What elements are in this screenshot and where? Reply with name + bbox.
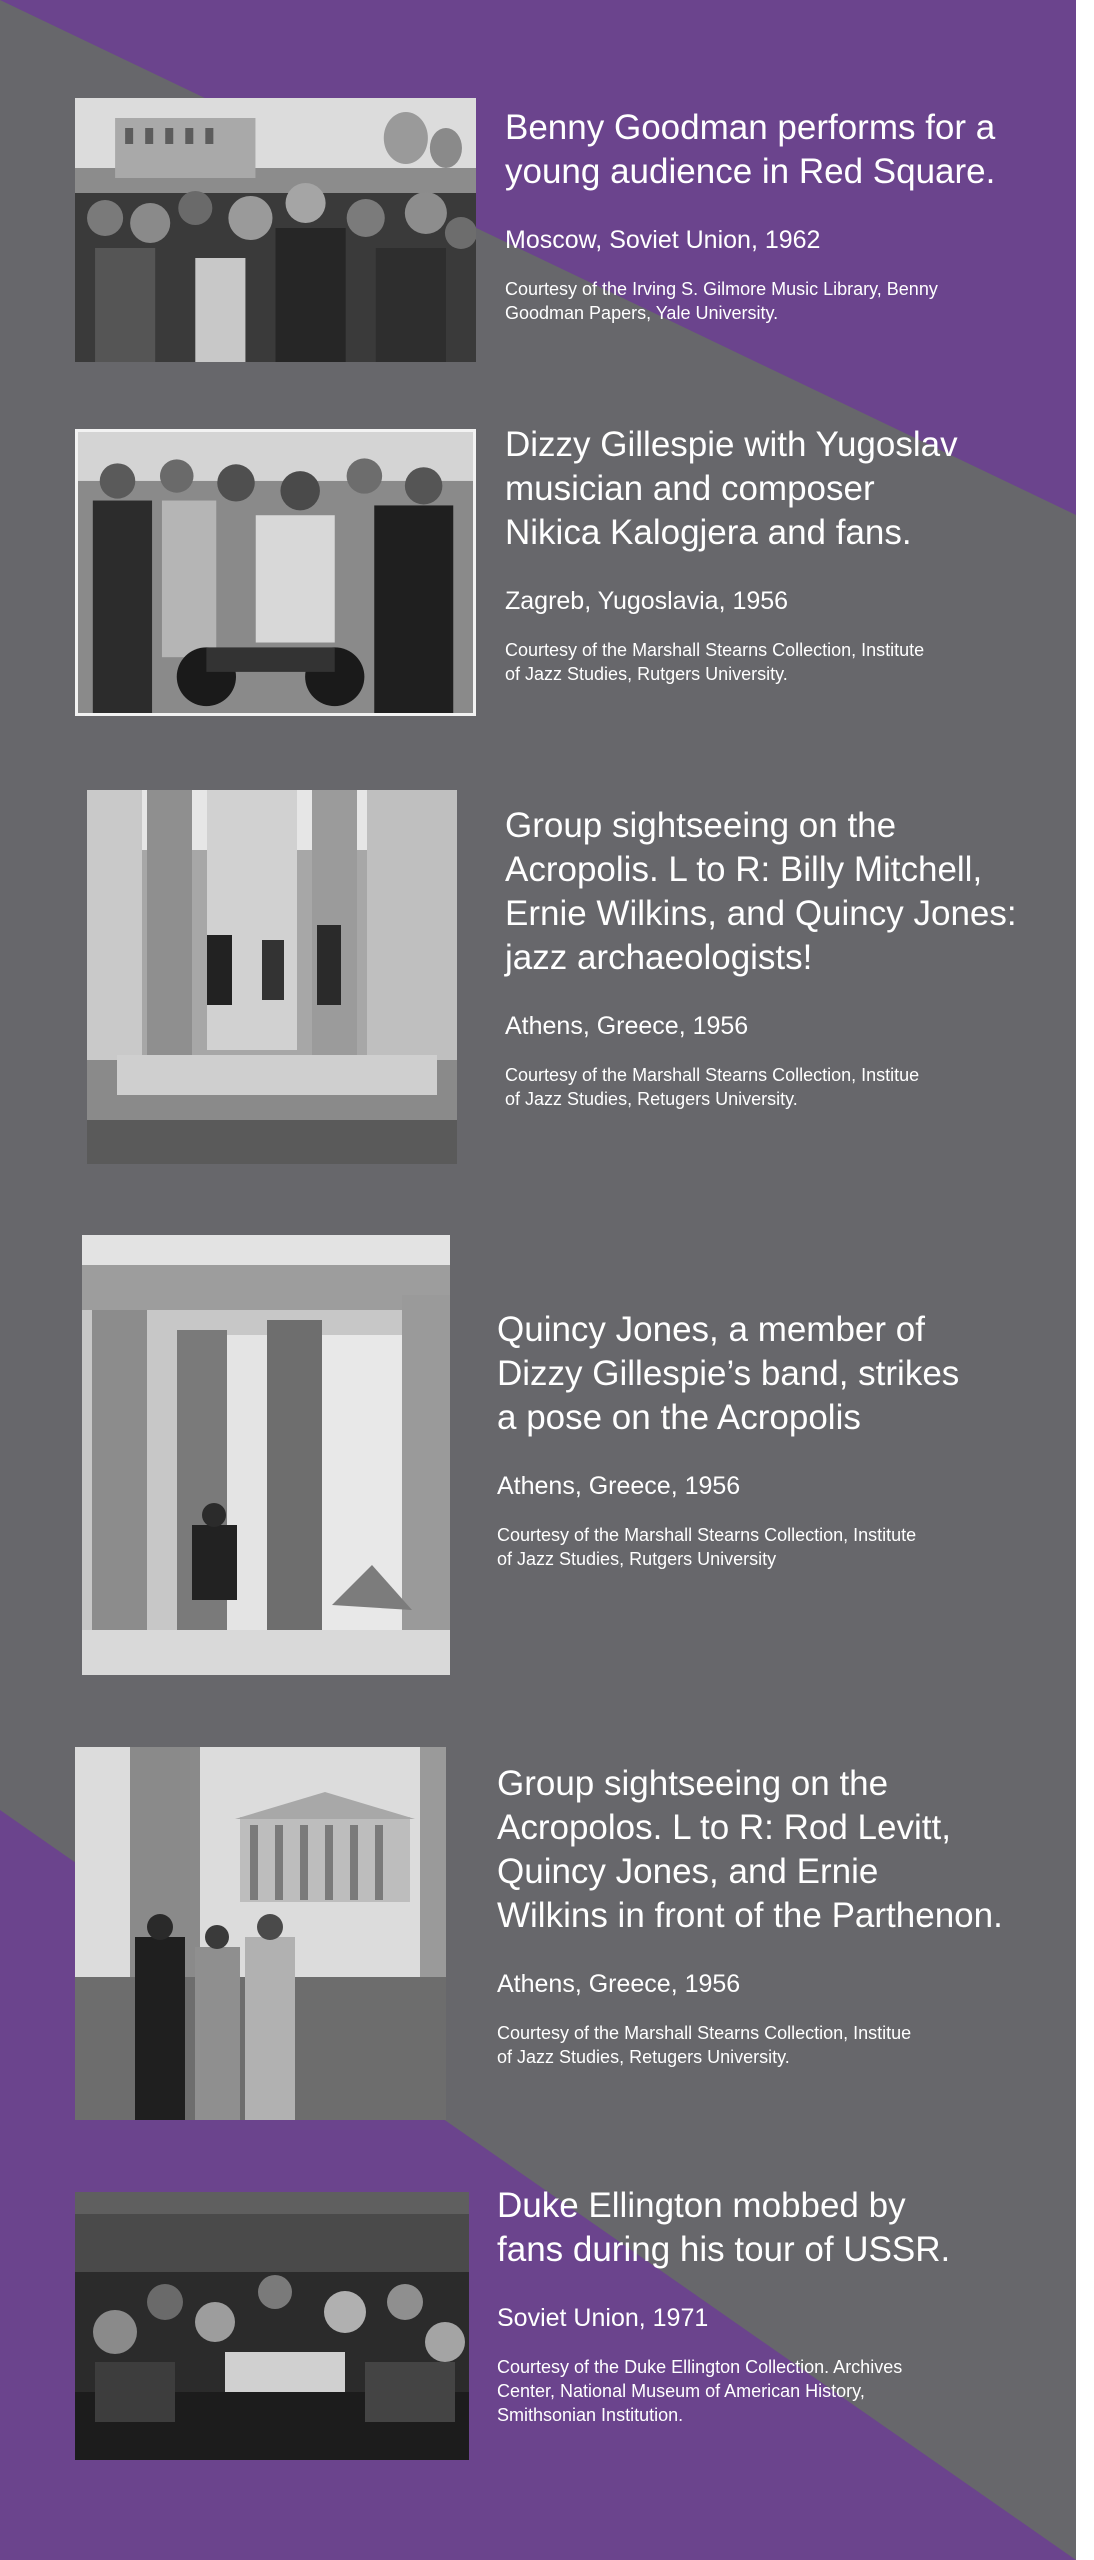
caption-quincy-jones-acropolis bbox=[497, 1308, 1037, 1571]
photo-dizzy-gillespie-zagreb bbox=[75, 429, 476, 716]
caption-place: Moscow, Soviet Union, 1962 bbox=[505, 226, 821, 254]
caption-title: Quincy Jones, a member of Dizzy Gillespie’s band, strikes a pose on the Acropolis bbox=[497, 1310, 960, 1437]
caption-acropolis-group bbox=[505, 804, 1065, 1111]
photo-acropolis-group bbox=[87, 790, 457, 1164]
caption-credit: Courtesy of the Marshall Stearns Collection, Institue of Jazz Studies, Retugers University. bbox=[497, 2023, 912, 2067]
caption-title: Group sightseeing on the Acropolos. L to R: Rod Levitt, Quincy Jones, and Ernie Wilkins in front of the Parthenon. bbox=[497, 1764, 1003, 1935]
photo-benny-goodman bbox=[75, 98, 476, 362]
caption-title: Benny Goodman performs for a young audience in Red Square. bbox=[505, 108, 996, 191]
caption-place: Zagreb, Yugoslavia, 1956 bbox=[505, 587, 789, 615]
caption-parthenon-group bbox=[497, 1762, 1067, 2069]
caption-place: Athens, Greece, 1956 bbox=[497, 1970, 741, 1998]
caption-title: Duke Ellington mobbed by fans during his tour of USSR. bbox=[497, 2186, 951, 2269]
caption-place: Athens, Greece, 1956 bbox=[505, 1012, 749, 1040]
caption-dizzy-gillespie-zagreb bbox=[505, 423, 1045, 686]
photo-quincy-jones-acropolis bbox=[82, 1235, 450, 1675]
photo-parthenon-group bbox=[75, 1747, 446, 2120]
caption-title: Group sightseeing on the Acropolis. L to R: Billy Mitchell, Ernie Wilkins, and Quincy Jones: jazz archaeologists! bbox=[505, 806, 1017, 977]
caption-credit: Courtesy of the Irving S. Gilmore Music Library, Benny Goodman Papers, Yale University. bbox=[505, 279, 938, 323]
caption-title: Dizzy Gillespie with Yugoslav musician and composer Nikica Kalogjera and fans. bbox=[505, 425, 958, 552]
caption-place: Athens, Greece, 1956 bbox=[497, 1472, 741, 1500]
caption-place: Soviet Union, 1971 bbox=[497, 2304, 709, 2332]
caption-benny-goodman bbox=[505, 106, 1045, 325]
caption-credit: Courtesy of the Marshall Stearns Collection, Institute of Jazz Studies, Rutgers University bbox=[497, 1525, 917, 1569]
caption-duke-ellington-ussr bbox=[497, 2184, 1057, 2427]
caption-credit: Courtesy of the Marshall Stearns Collection, Institue of Jazz Studies, Retugers University. bbox=[505, 1065, 920, 1109]
photo-duke-ellington-ussr bbox=[75, 2192, 469, 2460]
caption-credit: Courtesy of the Marshall Stearns Collection, Institute of Jazz Studies, Rutgers University. bbox=[505, 640, 925, 684]
caption-credit: Courtesy of the Duke Ellington Collection. Archives Center, National Museum of American History, Smithsonian Institution. bbox=[497, 2357, 903, 2425]
